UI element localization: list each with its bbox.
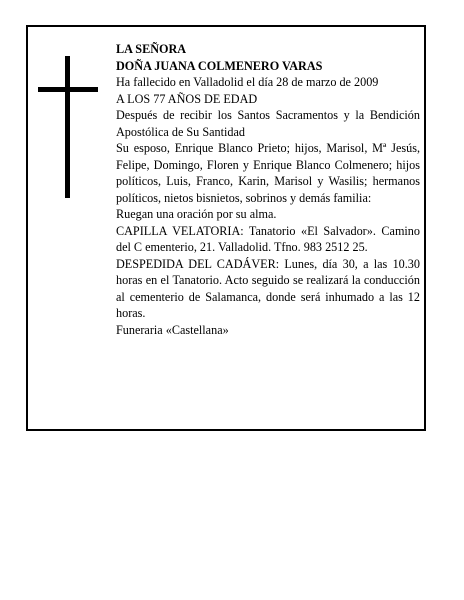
cross-horizontal-bar (38, 87, 98, 92)
cross-icon (38, 56, 98, 198)
farewell-details: DESPEDIDA DEL CADÁVER: Lunes, día 30, a las 10.30 horas en el Tanatorio. Acto seguido se realizará la conducción al cementerio de Salamanca, donde será inhumado a las 12 horas. (116, 256, 420, 320)
cross-vertical-bar (65, 56, 70, 198)
obituary-notice (26, 25, 426, 431)
notice-title: LA SEÑORA (116, 42, 187, 56)
funeral-home: Funeraria «Castellana» (116, 322, 229, 337)
chapel-details: CAPILLA VELATORIA: Tanatorio «El Salvador». Camino del C ementerio, 21. Valladolid. Tfno. 983 2512 25. (116, 223, 420, 254)
prayer-request: Ruegan una oración por su alma. (116, 207, 277, 221)
deceased-name: DOÑA JUANA COLMENERO VARAS (116, 58, 323, 73)
age-at-death: A LOS 77 AÑOS DE EDAD (116, 91, 258, 106)
sacraments-text: Después de recibir los Santos Sacramentos y la Bendición Apostólica de Su Santidad (116, 108, 420, 139)
notice-text-block (116, 41, 420, 338)
family-list: Su esposo, Enrique Blanco Prieto; hijos, Marisol, Mª Jesús, Felipe, Domingo, Floren y Enrique Blanco Colmenero; hijos políticos, Luis, Franco, Karin, Marisol y Wasilis; hermanos políticos, nietos bisnietos, sobrinos y demás familia: (116, 141, 420, 205)
death-announcement: Ha fallecido en Valladolid el día 28 de marzo de 2009 (116, 75, 379, 89)
